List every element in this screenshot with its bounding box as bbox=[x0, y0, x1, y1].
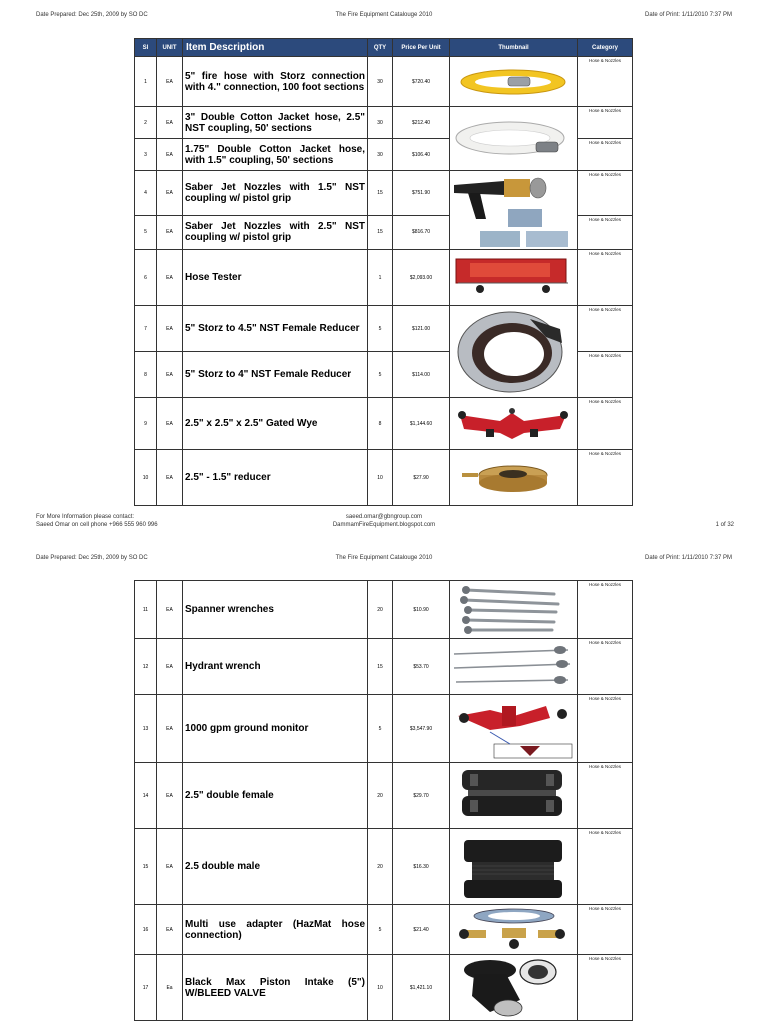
nozzle-image bbox=[450, 171, 576, 249]
reducer-image bbox=[450, 451, 576, 505]
row-description: 1000 gpm ground monitor bbox=[183, 695, 368, 763]
row-unit: EA bbox=[157, 695, 183, 763]
yellow-hose-image bbox=[450, 58, 576, 106]
row-unit: EA bbox=[157, 306, 183, 352]
row-description: 5" fire hose with Storz connection with 4." connection, 100 foot sections bbox=[183, 57, 368, 107]
row-sl: 5 bbox=[135, 215, 157, 249]
row-category: Hose & Nozzles bbox=[578, 639, 633, 695]
col-thumbnail: Thumbnail bbox=[450, 39, 578, 57]
col-description: Item Description bbox=[183, 39, 368, 57]
thumbnail-cell bbox=[450, 695, 578, 763]
table-row bbox=[135, 905, 633, 955]
thumbnail-cell bbox=[450, 57, 578, 107]
print-date: Date of Print: 1/11/2010 7:37 PM bbox=[645, 555, 732, 561]
double-female-image bbox=[450, 764, 576, 828]
row-description: Multi use adapter (HazMat hose connection) bbox=[183, 905, 368, 955]
row-description: 5" Storz to 4.5" NST Female Reducer bbox=[183, 306, 368, 352]
ground-monitor-image bbox=[450, 696, 576, 762]
row-category: Hose & Nozzles bbox=[578, 450, 633, 506]
white-hose-image bbox=[450, 108, 576, 170]
contact-info-label: For More Information please contact: bbox=[36, 514, 135, 520]
thumbnail-cell bbox=[450, 250, 578, 306]
row-price: $1,421.10 bbox=[393, 955, 450, 1021]
storz-reducer-image bbox=[450, 307, 576, 397]
hydrant-wrench-image bbox=[450, 640, 576, 694]
piston-intake-image bbox=[450, 956, 576, 1020]
thumbnail-cell bbox=[450, 905, 578, 955]
col-sl: Sl bbox=[135, 39, 157, 57]
row-description: Hose Tester bbox=[183, 250, 368, 306]
row-qty: 10 bbox=[368, 450, 393, 506]
thumbnail-cell bbox=[450, 306, 578, 398]
row-qty: 8 bbox=[368, 398, 393, 450]
row-category: Hose & Nozzles bbox=[578, 306, 633, 352]
table-row bbox=[135, 695, 633, 763]
gated-wye-image bbox=[450, 399, 576, 449]
row-description: 2.5" double female bbox=[183, 763, 368, 829]
catalogue-table-page1 bbox=[134, 38, 633, 506]
hose-tester-image bbox=[450, 251, 576, 305]
row-unit: EA bbox=[157, 905, 183, 955]
table-header-row bbox=[135, 39, 633, 57]
row-category: Hose & Nozzles bbox=[578, 955, 633, 1021]
row-description: Black Max Piston Intake (5") W/BLEED VALVE bbox=[183, 955, 368, 1021]
row-description: Saber Jet Nozzles with 1.5" NST coupling w/ pistol grip bbox=[183, 171, 368, 216]
row-sl: 13 bbox=[135, 695, 157, 763]
row-sl: 14 bbox=[135, 763, 157, 829]
row-price: $720.40 bbox=[393, 57, 450, 107]
col-price: Price Per Unit bbox=[393, 39, 450, 57]
row-qty: 15 bbox=[368, 639, 393, 695]
row-sl: 6 bbox=[135, 250, 157, 306]
table-row bbox=[135, 306, 633, 352]
page-number: 1 of 32 bbox=[715, 522, 734, 528]
row-qty: 20 bbox=[368, 763, 393, 829]
col-category: Category bbox=[578, 39, 633, 57]
row-description: 5" Storz to 4" NST Female Reducer bbox=[183, 352, 368, 398]
row-sl: 7 bbox=[135, 306, 157, 352]
thumbnail-cell bbox=[450, 171, 578, 250]
row-unit: EA bbox=[157, 107, 183, 139]
table-row bbox=[135, 955, 633, 1021]
row-unit: Ea bbox=[157, 955, 183, 1021]
table-row bbox=[135, 107, 633, 139]
row-sl: 17 bbox=[135, 955, 157, 1021]
row-price: $10.90 bbox=[393, 581, 450, 639]
spanner-wrench-image bbox=[450, 582, 576, 638]
row-price: $106.40 bbox=[393, 139, 450, 171]
row-description: Spanner wrenches bbox=[183, 581, 368, 639]
table-row bbox=[135, 639, 633, 695]
row-unit: EA bbox=[157, 139, 183, 171]
contact-email: saeed.omar@gbngroup.com bbox=[345, 514, 423, 520]
row-sl: 8 bbox=[135, 352, 157, 398]
row-sl: 11 bbox=[135, 581, 157, 639]
row-unit: EA bbox=[157, 57, 183, 107]
thumbnail-cell bbox=[450, 107, 578, 171]
row-description: Saber Jet Nozzles with 2.5" NST coupling w/ pistol grip bbox=[183, 215, 368, 249]
row-unit: EA bbox=[157, 581, 183, 639]
row-sl: 2 bbox=[135, 107, 157, 139]
row-description: 2.5" x 2.5" x 2.5" Gated Wye bbox=[183, 398, 368, 450]
row-qty: 30 bbox=[368, 57, 393, 107]
row-category: Hose & Nozzles bbox=[578, 352, 633, 398]
row-qty: 5 bbox=[368, 905, 393, 955]
row-qty: 15 bbox=[368, 171, 393, 216]
row-category: Hose & Nozzles bbox=[578, 57, 633, 107]
row-category: Hose & Nozzles bbox=[578, 695, 633, 763]
row-price: $21.40 bbox=[393, 905, 450, 955]
row-price: $1,144.60 bbox=[393, 398, 450, 450]
row-category: Hose & Nozzles bbox=[578, 763, 633, 829]
row-price: $212.40 bbox=[393, 107, 450, 139]
thumbnail-cell bbox=[450, 763, 578, 829]
row-unit: EA bbox=[157, 215, 183, 249]
row-category: Hose & Nozzles bbox=[578, 107, 633, 139]
prepared-date: Date Prepared: Dec 25th, 2009 by SO DC bbox=[36, 555, 148, 561]
row-price: $114.00 bbox=[393, 352, 450, 398]
row-qty: 30 bbox=[368, 139, 393, 171]
row-qty: 5 bbox=[368, 695, 393, 763]
page1-header bbox=[0, 12, 768, 24]
row-description: Hydrant wrench bbox=[183, 639, 368, 695]
row-unit: EA bbox=[157, 352, 183, 398]
row-qty: 30 bbox=[368, 107, 393, 139]
blog-link[interactable]: DammamFireEquipment.blogspot.com bbox=[332, 522, 436, 528]
catalogue-title: The Fire Equipment Catalouge 2010 bbox=[335, 555, 433, 561]
row-price: $29.70 bbox=[393, 763, 450, 829]
row-unit: EA bbox=[157, 398, 183, 450]
page1-footer bbox=[0, 514, 768, 534]
row-sl: 10 bbox=[135, 450, 157, 506]
row-unit: EA bbox=[157, 450, 183, 506]
row-category: Hose & Nozzles bbox=[578, 215, 633, 249]
table-row bbox=[135, 763, 633, 829]
catalogue-table-page2 bbox=[134, 580, 633, 1021]
row-description: 1.75" Double Cotton Jacket hose, with 1.5" coupling, 50' sections bbox=[183, 139, 368, 171]
row-price: $2,093.00 bbox=[393, 250, 450, 306]
row-description: 2.5 double male bbox=[183, 829, 368, 905]
table-row bbox=[135, 57, 633, 107]
row-qty: 5 bbox=[368, 352, 393, 398]
row-category: Hose & Nozzles bbox=[578, 398, 633, 450]
row-unit: EA bbox=[157, 171, 183, 216]
row-category: Hose & Nozzles bbox=[578, 905, 633, 955]
row-qty: 5 bbox=[368, 306, 393, 352]
row-sl: 15 bbox=[135, 829, 157, 905]
row-qty: 1 bbox=[368, 250, 393, 306]
row-sl: 1 bbox=[135, 57, 157, 107]
thumbnail-cell bbox=[450, 829, 578, 905]
table-row bbox=[135, 581, 633, 639]
row-category: Hose & Nozzles bbox=[578, 250, 633, 306]
row-unit: EA bbox=[157, 639, 183, 695]
row-sl: 3 bbox=[135, 139, 157, 171]
prepared-date: Date Prepared: Dec 25th, 2009 by SO DC bbox=[36, 12, 148, 18]
row-category: Hose & Nozzles bbox=[578, 171, 633, 216]
row-qty: 20 bbox=[368, 829, 393, 905]
double-male-image bbox=[450, 830, 576, 904]
table-row bbox=[135, 250, 633, 306]
thumbnail-cell bbox=[450, 581, 578, 639]
row-category: Hose & Nozzles bbox=[578, 829, 633, 905]
row-price: $27.90 bbox=[393, 450, 450, 506]
row-price: $751.90 bbox=[393, 171, 450, 216]
table-row bbox=[135, 398, 633, 450]
row-price: $816.70 bbox=[393, 215, 450, 249]
row-qty: 20 bbox=[368, 581, 393, 639]
contact-phone: Saeed Omar on cell phone +966 555 960 996 bbox=[36, 522, 158, 528]
thumbnail-cell bbox=[450, 398, 578, 450]
page2-header bbox=[0, 555, 768, 567]
row-category: Hose & Nozzles bbox=[578, 581, 633, 639]
row-qty: 10 bbox=[368, 955, 393, 1021]
row-description: 3" Double Cotton Jacket hose, 2.5" NST coupling, 50' sections bbox=[183, 107, 368, 139]
catalogue-title: The Fire Equipment Catalouge 2010 bbox=[335, 12, 433, 18]
print-date: Date of Print: 1/11/2010 7:37 PM bbox=[645, 12, 732, 18]
row-category: Hose & Nozzles bbox=[578, 139, 633, 171]
row-sl: 4 bbox=[135, 171, 157, 216]
row-description: 2.5" - 1.5" reducer bbox=[183, 450, 368, 506]
multi-use-adapter-image bbox=[450, 906, 576, 954]
row-price: $16.30 bbox=[393, 829, 450, 905]
thumbnail-cell bbox=[450, 955, 578, 1021]
row-qty: 15 bbox=[368, 215, 393, 249]
thumbnail-cell bbox=[450, 450, 578, 506]
row-price: $53.70 bbox=[393, 639, 450, 695]
row-price: $3,547.90 bbox=[393, 695, 450, 763]
row-price: $121.00 bbox=[393, 306, 450, 352]
table-row bbox=[135, 829, 633, 905]
row-sl: 12 bbox=[135, 639, 157, 695]
thumbnail-cell bbox=[450, 639, 578, 695]
row-unit: EA bbox=[157, 250, 183, 306]
col-unit: UNIT bbox=[157, 39, 183, 57]
row-unit: EA bbox=[157, 763, 183, 829]
table-row bbox=[135, 450, 633, 506]
row-unit: EA bbox=[157, 829, 183, 905]
row-sl: 16 bbox=[135, 905, 157, 955]
row-sl: 9 bbox=[135, 398, 157, 450]
col-qty: QTY bbox=[368, 39, 393, 57]
table-row bbox=[135, 171, 633, 216]
